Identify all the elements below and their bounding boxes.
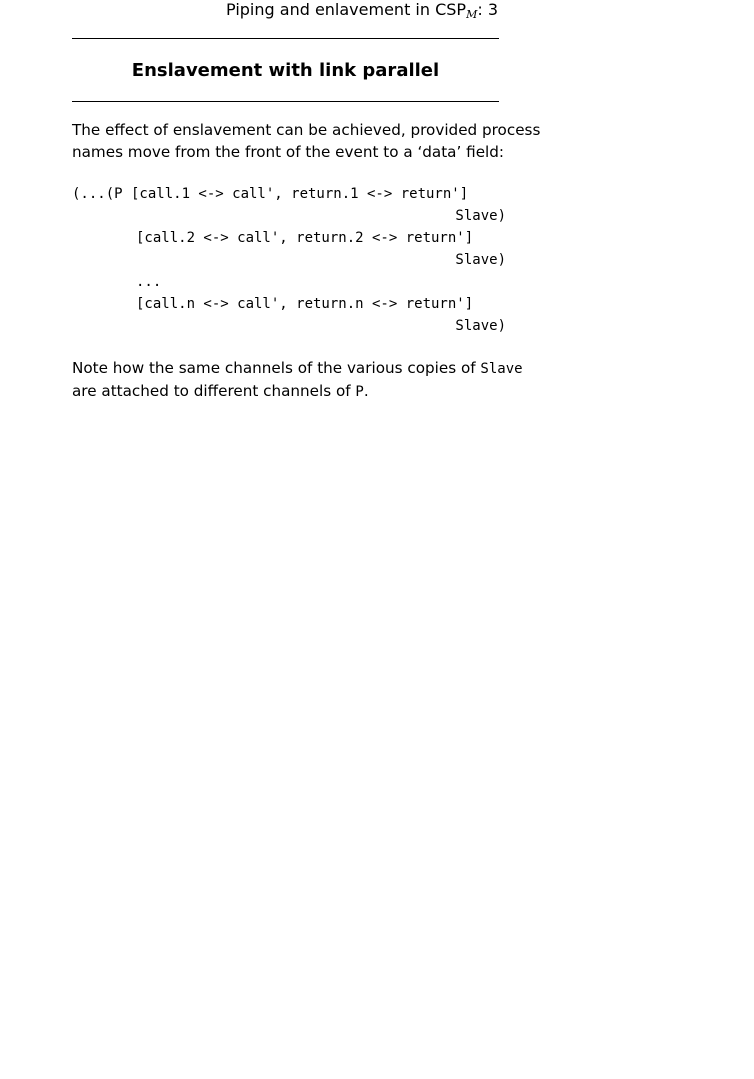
running-header [226,0,498,25]
note-line-1-text: Note how the same channels of the various copies of [72,359,481,377]
note-code-slave: Slave [480,361,523,377]
code-line-2: Slave) [455,208,506,224]
note-line-2 [72,380,512,403]
intro-line-2: names move from the front of the event to a ‘data’ field: [72,143,505,161]
code-line-3: [call.2 <-> call', return.2 <-> return'] [136,230,474,246]
note-line-2-end: . [363,382,369,400]
note-code-p: P [355,384,364,400]
bottom-rule [72,101,499,102]
code-line-7: Slave) [455,318,506,334]
intro-paragraph [72,119,541,163]
note-line-1 [72,357,523,380]
note-paragraph [72,357,523,403]
intro-line-1: The effect of enslavement can be achieved, provided process [72,121,541,139]
code-line-6: [call.n <-> call', return.n <-> return'] [136,296,474,312]
slide-title: Enslavement with link parallel [131,60,440,81]
header-page-number: : 3 [477,0,498,19]
code-line-4: Slave) [455,252,506,268]
header-text: Piping and enlavement in CSP [226,0,467,19]
code-line-1: (...(P [call.1 <-> call', return.1 <-> return'] [72,186,469,202]
code-line-5: ... [136,274,162,290]
code-block [72,183,522,337]
header-subscript: M [466,8,478,21]
note-line-2-text: are attached to different channels of [72,382,356,400]
top-rule [72,38,499,39]
